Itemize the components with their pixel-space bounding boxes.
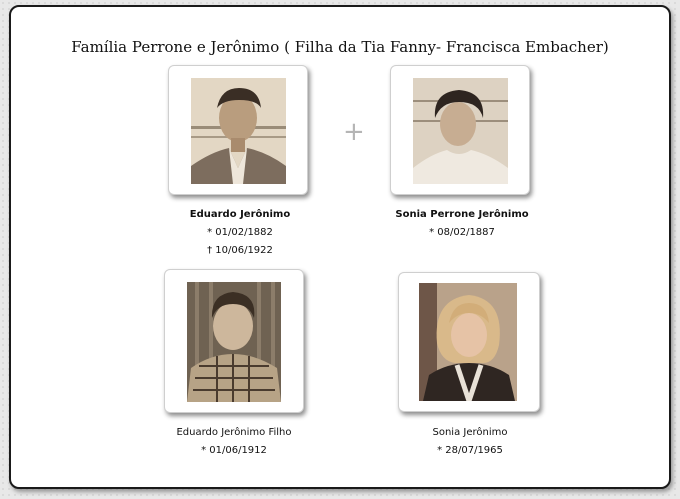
caption-eduardo (140, 206, 340, 260)
photo-frame-sonia-perrone (390, 65, 530, 195)
portrait-photo-sonia-perrone (413, 78, 508, 184)
birth-date: * 01/02/1882 (207, 227, 273, 238)
caption-sonia-perrone (362, 206, 562, 242)
portrait-photo-eduardo-filho (187, 282, 281, 402)
photo-frame-eduardo-filho (164, 269, 304, 413)
family-card (9, 5, 671, 489)
photo-frame-sonia (398, 272, 540, 412)
portrait-photo-sonia (419, 283, 517, 401)
birth-date: * 01/06/1912 (201, 445, 267, 456)
person-name: Eduardo Jerônimo Filho (176, 427, 292, 438)
plus-connector: + (343, 117, 365, 147)
birth-date: * 08/02/1887 (429, 227, 495, 238)
person-name: Sonia Perrone Jerônimo (395, 209, 529, 220)
birth-date: * 28/07/1965 (437, 445, 503, 456)
person-name: Sonia Jerônimo (432, 427, 508, 438)
caption-sonia (370, 424, 570, 460)
death-date: † 10/06/1922 (207, 245, 273, 256)
caption-eduardo-filho (134, 424, 334, 460)
portrait-photo-eduardo (191, 78, 286, 184)
photo-frame-eduardo (168, 65, 308, 195)
page-title: Família Perrone e Jerônimo ( Filha da Tia Fanny- Francisca Embacher) (71, 38, 609, 56)
person-name: Eduardo Jerônimo (189, 209, 291, 220)
